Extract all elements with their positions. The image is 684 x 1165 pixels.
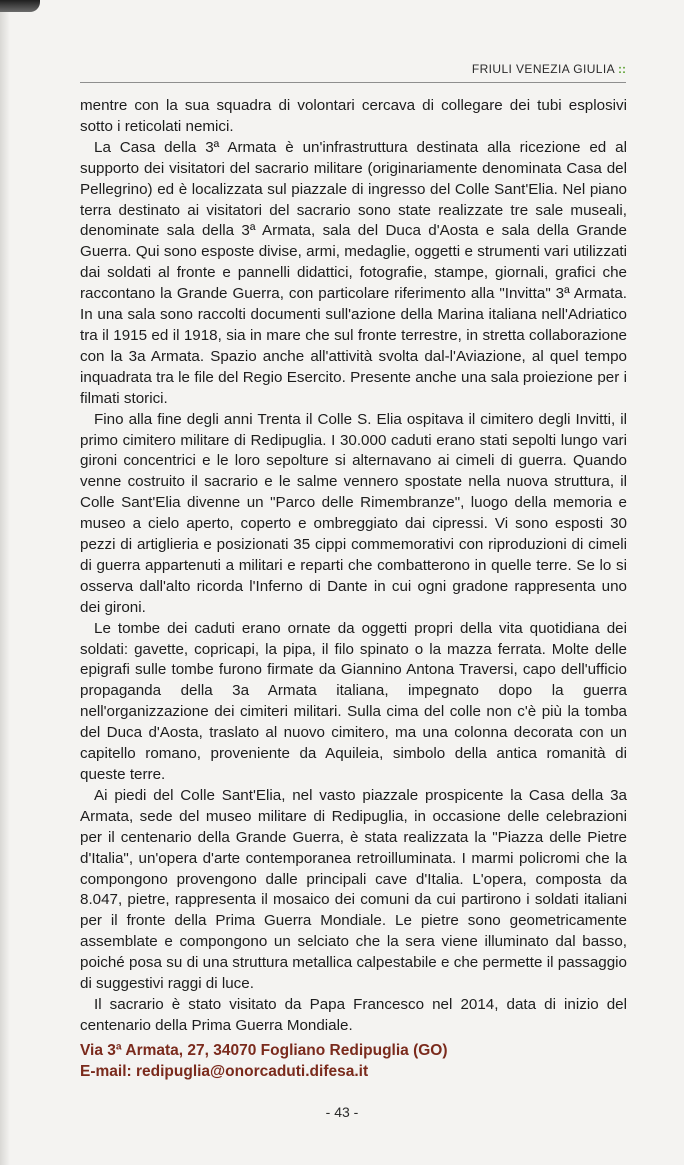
address-line: Via 3ª Armata, 27, 34070 Fogliano Redipuglia (GO): [80, 1042, 448, 1059]
email-line[interactable]: E-mail: redipuglia@onorcaduti.difesa.it: [80, 1063, 369, 1080]
page-edge: [0, 0, 10, 1165]
page-number: - 43 -: [325, 1104, 359, 1120]
corner-mark: [0, 0, 40, 12]
paragraph-casa-armata: La Casa della 3ª Armata è un'infrastruttura destinata alla ricezione ed al supporto dei visitatori del sacrario militare (originariamente denominata Casa del Pellegrino) ed è localizzata sul piazzale di ingresso del Colle Sant'Elia. Nel piano terra destinato ai visitatori del sacrario sono state realizzate tre sale museali, denominate sala della 3ª Armata, sala del Duca d'Aosta e sala della Grande Guerra. Qui sono esposte divise, armi, medaglie, oggetti e strumenti vari utilizzati dai soldati al fronte e pannelli didattici, fotografie, stampe, giornali, grafici che raccontano la Grande Guerra, con particolare riferimento alla "Invitta" 3ª Armata. In una sala sono raccolti documenti sull'azione della Marina italiana nell'Adriatico tra il 1915 ed il 1918, sia in mare che sul fronte terrestre, in stretta collaborazione con la 3a Armata. Spazio anche all'attività svolta dal-l'Aviazione, al quel tempo inquadrata tra le file del Regio Esercito. Presente anche una sala proiezione per i filmati storici.: [80, 138, 627, 407]
article-body: [80, 96, 627, 1037]
paragraph-piazza-pietre: Ai piedi del Colle Sant'Elia, nel vasto piazzale prospicente la Casa della 3a Armata, sede del museo militare di Redipuglia, in occasione delle celebrazioni per il centenario della Grande Guerra, è stata realizzata la "Piazza delle Pietre d'Italia", un'opera d'arte contemporanea retroilluminata. I marmi policromi che la compongono provengono dalle principali cave d'Italia. L'opera, composta da 8.047, pietre, rappresenta il mosaico dei comuni da cui partirono i soldati italiani per il fronte della Prima Guerra Mondiale. Le pietre sono geometricamente assemblate e compongono un selciato che la sera viene illuminato dal basso, poiché posa su di una struttura metallica calpestabile e che permette il passaggio di suggestivi raggi di luce.: [80, 786, 627, 993]
header-ornament: ::: [618, 62, 626, 76]
running-header-title: FRIULI VENEZIA GIULIA: [471, 62, 615, 76]
paragraph-colle-sant-elia: Fino alla fine degli anni Trenta il Colle S. Elia ospitava il cimitero degli Invitti, il primo cimitero militare di Redipuglia. I 30.000 caduti erano stati sepolti lungo vari gironi concentrici e le loro sepolture si alternavano ai cimeli di guerra. Quando venne costruito il sacrario e le salme vennero spostate nella nuova struttura, il Colle Sant'Elia divenne un "Parco delle Rimembranze", luogo della memoria e museo a cielo aperto, coperto e ombreggiato dai cipressi. Vi sono esposti 30 pezzi di artiglieria e posizionati 35 cippi commemorativi con riproduzioni di cimeli di guerra appartenuti a militari e reparti che combatterono in quelle terre. Se lo si osserva dall'alto ricorda l'Inferno di Dante in cui ogni gradone rappresenta uno dei gironi.: [80, 410, 627, 616]
contact-block: [80, 1040, 627, 1082]
paragraph-papa-francesco: Il sacrario è stato visitato da Papa Francesco nel 2014, data di inizio del centenario della Prima Guerra Mondiale.: [80, 995, 627, 1034]
running-header: [80, 60, 626, 83]
paragraph-continuation: mentre con la sua squadra di volontari cercava di collegare dei tubi esplosivi sotto i reticolati nemici.: [80, 97, 627, 135]
paragraph-tombe-caduti: Le tombe dei caduti erano ornate da oggetti propri della vita quotidiana dei soldati: gavette, copricapi, la pipa, il filo spinato o la mazza ferrata. Molte delle epigrafi sulle tombe furono firmate da Giannino Antona Traversi, capo dell'ufficio propaganda della 3a Armata italiana, impegnato dopo la guerra nell'organizzazione dei cimiteri militari. Sulla cima del colle non c'è più la tomba del Duca d'Aosta, traslato al nuovo cimitero, ma una colonna decorata con un capitello romano, proveniente da Aquileia, simbolo della antica romanità di queste terre.: [80, 619, 627, 783]
